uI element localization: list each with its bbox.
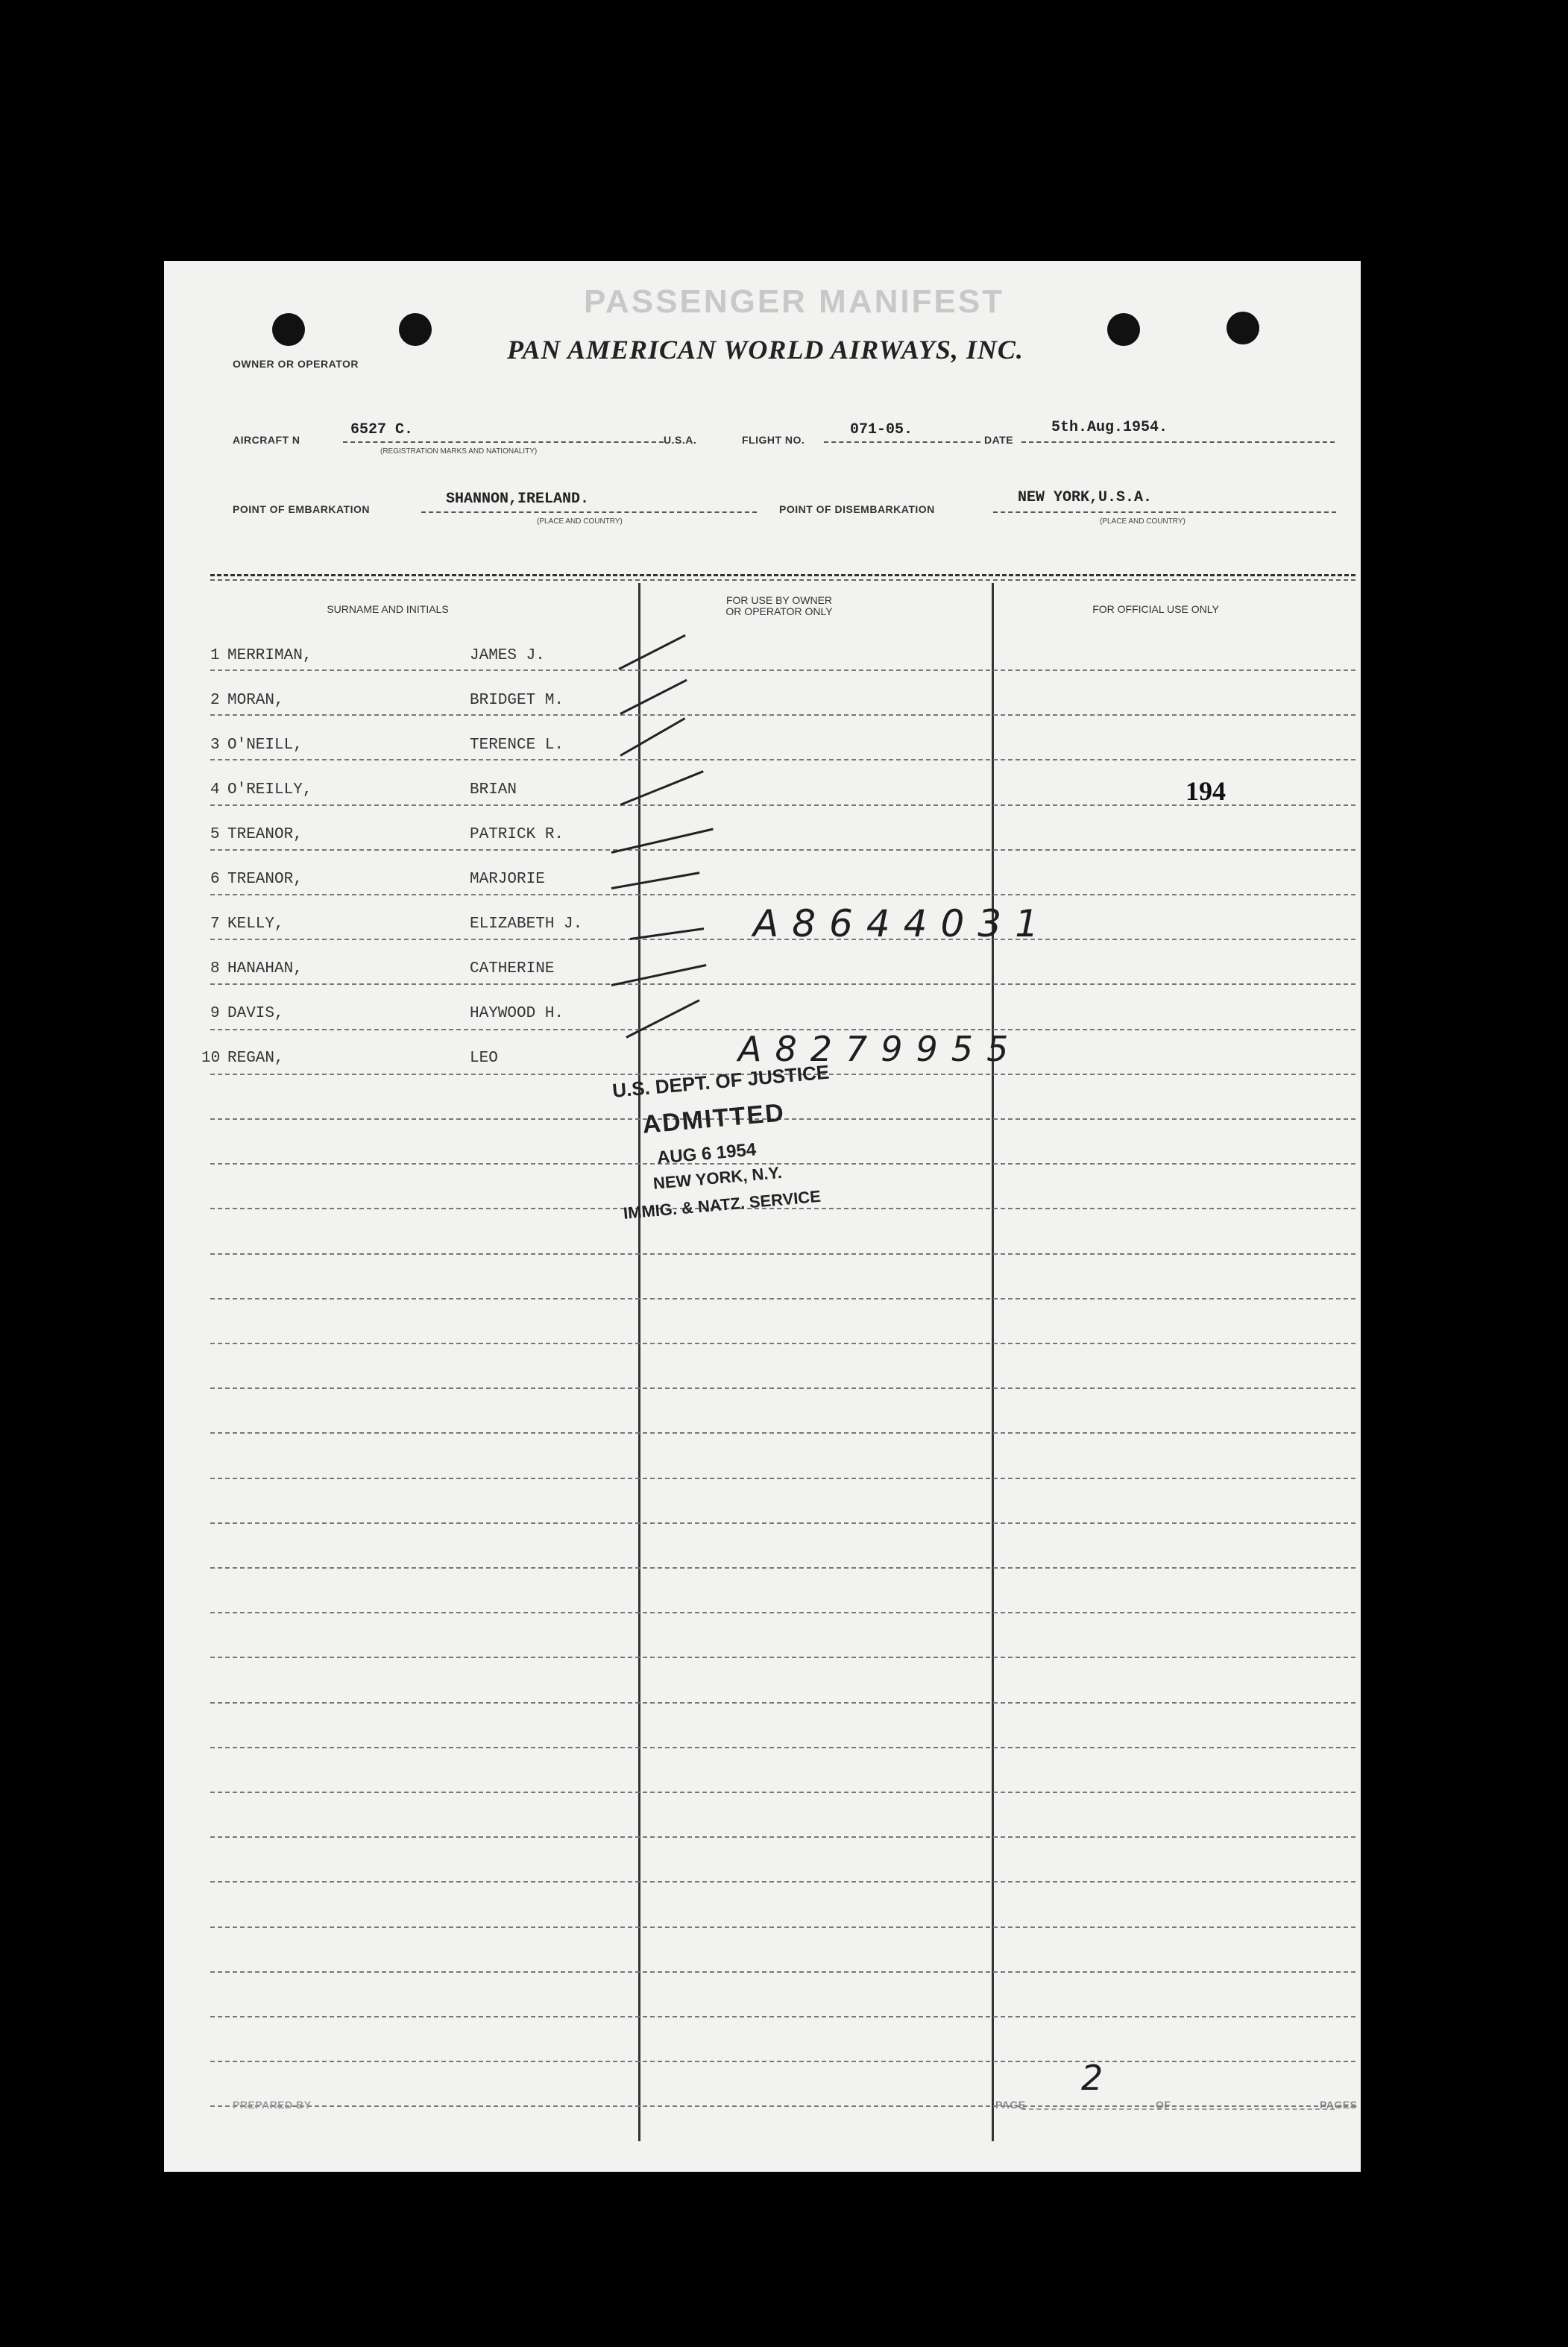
passenger-number: 6 bbox=[210, 871, 220, 888]
alien-number-2: A8279955 bbox=[738, 1029, 1022, 1069]
passenger-number: 1 bbox=[210, 647, 220, 664]
passenger-surname: REGAN, bbox=[227, 1050, 284, 1067]
row-rule bbox=[210, 1792, 1356, 1793]
passenger-number: 9 bbox=[210, 1005, 220, 1022]
col-head-names: SURNAME AND INITIALS bbox=[327, 603, 449, 615]
row-rule bbox=[210, 2016, 1356, 2017]
passenger-given-name: HAYWOOD H. bbox=[470, 1005, 564, 1022]
embark-label: POINT OF EMBARKATION bbox=[233, 503, 370, 515]
check-mark-4-icon bbox=[620, 770, 703, 806]
table-top-rule bbox=[210, 574, 1356, 576]
flight-value: 071-05. bbox=[850, 421, 913, 438]
col-head-official: FOR OFFICIAL USE ONLY bbox=[1092, 603, 1219, 615]
page-number: 2 bbox=[1081, 2058, 1103, 2098]
row-rule bbox=[210, 2105, 1356, 2107]
row-rule bbox=[210, 1478, 1356, 1479]
passenger-surname: MORAN, bbox=[227, 692, 284, 709]
row-rule bbox=[210, 714, 1356, 716]
passenger-surname: KELLY, bbox=[227, 916, 284, 933]
col-head-owner-2: OR OPERATOR ONLY bbox=[725, 605, 833, 617]
passenger-surname: O'NEILL, bbox=[227, 737, 303, 754]
registration-note: (REGISTRATION MARKS AND NATIONALITY) bbox=[380, 447, 538, 456]
row-rule bbox=[210, 2061, 1356, 2062]
owner-label: OWNER OR OPERATOR bbox=[233, 358, 359, 370]
passenger-number: 4 bbox=[210, 781, 220, 798]
passenger-surname: TREANOR, bbox=[227, 871, 303, 888]
passenger-surname: DAVIS, bbox=[227, 1005, 284, 1022]
aircraft-line bbox=[343, 441, 664, 443]
embark-note: (PLACE AND COUNTRY) bbox=[537, 517, 623, 526]
date-label: DATE bbox=[984, 434, 1014, 446]
punch-hole-2-icon bbox=[399, 313, 432, 346]
check-mark-3-icon bbox=[620, 717, 685, 757]
passenger-given-name: BRIAN bbox=[470, 781, 517, 798]
passenger-number: 5 bbox=[210, 826, 220, 843]
nationality-text: U.S.A. bbox=[664, 434, 697, 446]
row-rule bbox=[210, 1253, 1356, 1255]
row-rule bbox=[210, 1387, 1356, 1389]
row-rule bbox=[210, 1702, 1356, 1704]
passenger-given-name: LEO bbox=[470, 1050, 498, 1067]
of-label: OF bbox=[1156, 2099, 1171, 2111]
disembark-value: NEW YORK,U.S.A. bbox=[1018, 489, 1153, 506]
embark-line bbox=[421, 511, 757, 513]
passenger-given-name: PATRICK R. bbox=[470, 826, 564, 843]
row-rule bbox=[210, 1163, 1356, 1165]
passenger-surname: O'REILLY, bbox=[227, 781, 312, 798]
stamp-location: NEW YORK, N.Y. bbox=[652, 1162, 783, 1193]
passenger-given-name: CATHERINE bbox=[470, 960, 555, 977]
punch-hole-4-icon bbox=[1227, 312, 1259, 344]
col-head-owner-1: FOR USE BY OWNER bbox=[725, 594, 833, 606]
punch-hole-3-icon bbox=[1107, 313, 1140, 346]
stamp-admitted: ADMITTED bbox=[641, 1098, 787, 1139]
passenger-surname: HANAHAN, bbox=[227, 960, 303, 977]
table-top-rule-2 bbox=[210, 579, 1356, 581]
alien-number-1: A8644031 bbox=[753, 902, 1052, 945]
flight-line bbox=[824, 441, 980, 443]
check-mark-9-icon bbox=[626, 999, 699, 1039]
passenger-number: 3 bbox=[210, 737, 220, 754]
row-rule bbox=[210, 1971, 1356, 1973]
row-rule bbox=[210, 759, 1356, 760]
aircraft-value: 6527 C. bbox=[350, 421, 414, 438]
column-divider-2 bbox=[992, 583, 994, 2141]
pages-label: PAGES bbox=[1320, 2099, 1358, 2111]
passenger-given-name: JAMES J. bbox=[470, 647, 545, 664]
passenger-number: 8 bbox=[210, 960, 220, 977]
manifest-sheet bbox=[164, 261, 1361, 2172]
column-divider-1 bbox=[638, 583, 640, 2141]
date-line bbox=[1021, 441, 1335, 443]
passenger-number: 7 bbox=[210, 916, 220, 933]
row-rule bbox=[210, 1747, 1356, 1748]
row-rule bbox=[210, 1343, 1356, 1344]
row-rule bbox=[210, 1432, 1356, 1434]
official-number: 194 bbox=[1186, 776, 1226, 806]
page-line bbox=[1021, 2108, 1335, 2110]
stamp-service: IMMIG. & NATZ. SERVICE bbox=[623, 1186, 822, 1223]
row-rule bbox=[210, 1567, 1356, 1569]
check-mark-1-icon bbox=[618, 634, 685, 670]
row-rule bbox=[210, 983, 1356, 985]
row-rule bbox=[210, 1836, 1356, 1838]
date-value: 5th.Aug.1954. bbox=[1051, 419, 1168, 436]
check-mark-2-icon bbox=[620, 679, 687, 715]
embark-value: SHANNON,IRELAND. bbox=[446, 491, 590, 508]
row-rule bbox=[210, 1657, 1356, 1658]
punch-hole-1-icon bbox=[272, 313, 305, 346]
company-name: PAN AMERICAN WORLD AIRWAYS, INC. bbox=[507, 335, 1024, 365]
row-rule bbox=[210, 849, 1356, 851]
passenger-surname: TREANOR, bbox=[227, 826, 303, 843]
passenger-given-name: MARJORIE bbox=[470, 871, 545, 888]
aircraft-label: AIRCRAFT N bbox=[233, 434, 300, 446]
prepared-by-label: PREPARED BY bbox=[233, 2099, 312, 2111]
disembark-label: POINT OF DISEMBARKATION bbox=[779, 503, 935, 515]
flight-label: FLIGHT NO. bbox=[742, 434, 805, 446]
row-rule bbox=[210, 1522, 1356, 1524]
passenger-given-name: TERENCE L. bbox=[470, 737, 564, 754]
row-rule bbox=[210, 1927, 1356, 1928]
row-rule bbox=[210, 670, 1356, 671]
page-label: PAGE bbox=[995, 2099, 1026, 2111]
passenger-number: 2 bbox=[210, 692, 220, 709]
row-rule bbox=[210, 1881, 1356, 1883]
row-rule bbox=[210, 894, 1356, 895]
row-rule bbox=[210, 804, 1356, 806]
row-rule bbox=[210, 1612, 1356, 1613]
disembark-note: (PLACE AND COUNTRY) bbox=[1100, 517, 1186, 526]
passenger-given-name: BRIDGET M. bbox=[470, 692, 564, 709]
form-title: PASSENGER MANIFEST bbox=[583, 283, 1005, 320]
disembark-line bbox=[993, 511, 1336, 513]
stamp-date: AUG 6 1954 bbox=[656, 1139, 758, 1168]
passenger-number: 10 bbox=[201, 1050, 221, 1067]
stamp-dept: U.S. DEPT. OF JUSTICE bbox=[611, 1060, 831, 1102]
passenger-surname: MERRIMAN, bbox=[227, 647, 312, 664]
passenger-given-name: ELIZABETH J. bbox=[470, 916, 583, 933]
check-mark-6-icon bbox=[611, 872, 700, 889]
row-rule bbox=[210, 1298, 1356, 1299]
